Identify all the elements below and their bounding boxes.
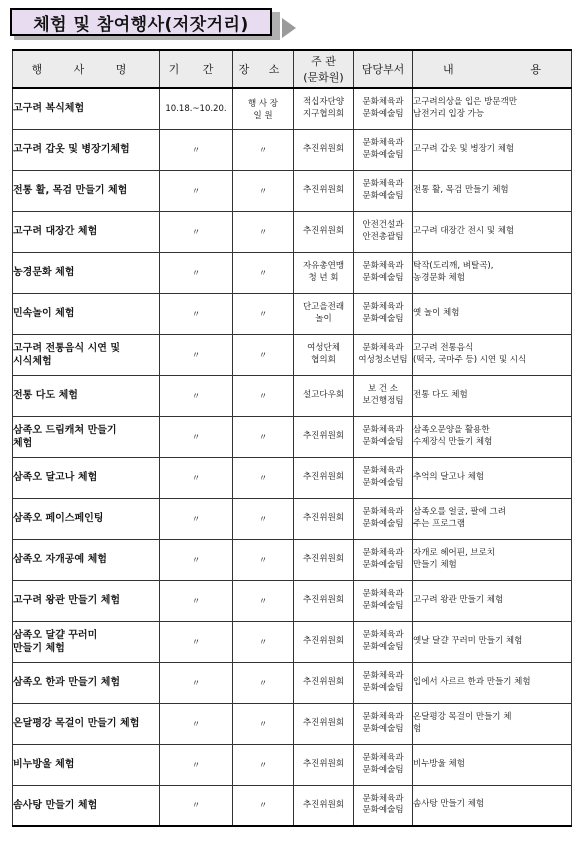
event-host: 여성단체 협의회 [294,334,354,375]
header-desc-left: 내 [443,63,454,76]
event-name: 전통 활, 목검 만들기 체험 [13,170,160,211]
event-desc: 자개로 헤어핀, 브로치 만들기 체험 [413,539,572,580]
event-place: 〃 [233,539,294,580]
event-host: 설고다우회 [294,375,354,416]
table-row [13,334,572,375]
event-desc: 고구려 전통음식 (떡국, 국마주 등) 시연 및 시식 [413,334,572,375]
event-host: 추진위원회 [294,498,354,539]
event-dept: 문화체육과 문화예술팀 [354,539,413,580]
event-desc: 고구려 대장간 전시 및 체험 [413,211,572,252]
event-period: 〃 [160,457,233,498]
header-host [294,50,354,88]
table-row [13,170,572,211]
header-desc [413,50,572,88]
table-row [13,662,572,703]
event-dept: 안전건설과 안전총괄팀 [354,211,413,252]
event-dept: 보 건 소 보건행정팀 [354,375,413,416]
event-place: 〃 [233,211,294,252]
event-dept: 문화체육과 문화예술팀 [354,621,413,662]
event-host: 추진위원회 [294,785,354,826]
event-place: 〃 [233,621,294,662]
event-host: 추진위원회 [294,211,354,252]
event-desc: 삼족오문양을 활용한 수제장식 만들기 체험 [413,416,572,457]
event-place: 〃 [233,252,294,293]
event-desc: 추억의 달고나 체험 [413,457,572,498]
event-name: 온달평강 목걸이 만들기 체험 [13,703,160,744]
event-dept: 문화체육과 문화예술팀 [354,252,413,293]
event-host: 추진위원회 [294,539,354,580]
event-name: 전통 다도 체험 [13,375,160,416]
event-dept: 문화체육과 문화예술팀 [354,662,413,703]
event-name: 삼족오 달고나 체험 [13,457,160,498]
header-period [160,50,233,88]
event-name: 고구려 복식체험 [13,88,160,129]
events-table [12,49,572,827]
event-period: 〃 [160,129,233,170]
event-name: 삼족오 드림캐쳐 만들기 체험 [13,416,160,457]
event-dept: 문화체육과 여성청소년팀 [354,334,413,375]
event-host: 추진위원회 [294,703,354,744]
table-row [13,211,572,252]
event-dept: 문화체육과 문화예술팀 [354,416,413,457]
event-name: 비누방울 체험 [13,744,160,785]
event-place: 〃 [233,416,294,457]
page-title-banner [10,8,300,44]
table-row [13,416,572,457]
event-period: 〃 [160,621,233,662]
event-name: 삼족오 자개공예 체험 [13,539,160,580]
event-place: 〃 [233,785,294,826]
event-host: 추진위원회 [294,662,354,703]
event-host: 추진위원회 [294,457,354,498]
header-dept [354,50,413,88]
event-place: 〃 [233,293,294,334]
event-dept: 문화체육과 문화예술팀 [354,580,413,621]
event-place: 〃 [233,580,294,621]
event-dept: 문화체육과 문화예술팀 [354,498,413,539]
event-desc: 비누방울 체험 [413,744,572,785]
event-period: 〃 [160,170,233,211]
header-host-label: 주 관 (문화원) [303,55,344,84]
table-row [13,785,572,826]
event-host: 추진위원회 [294,744,354,785]
event-desc: 전통 다도 체험 [413,375,572,416]
event-period: 〃 [160,211,233,252]
event-period: 〃 [160,703,233,744]
event-host: 추진위원회 [294,129,354,170]
event-period: 〃 [160,662,233,703]
event-dept: 문화체육과 문화예술팀 [354,785,413,826]
event-name: 삼족오 페이스페인팅 [13,498,160,539]
event-place: 〃 [233,457,294,498]
event-desc: 입에서 사르르 한과 만들기 체험 [413,662,572,703]
event-desc: 솜사탕 만들기 체험 [413,785,572,826]
event-name: 삼족오 한과 만들기 체험 [13,662,160,703]
event-place: 〃 [233,498,294,539]
event-desc: 온달평강 목걸이 만들기 체 험 [413,703,572,744]
event-host: 적십자단양 지구협의회 [294,88,354,129]
event-place: 〃 [233,703,294,744]
event-place: 〃 [233,744,294,785]
header-desc-right: 용 [530,63,541,76]
header-name-label: 행 사 명 [31,63,141,76]
event-dept: 문화체육과 문화예술팀 [354,129,413,170]
event-period: 〃 [160,334,233,375]
event-period: 〃 [160,293,233,334]
table-row [13,539,572,580]
event-place: 〃 [233,662,294,703]
event-period: 〃 [160,375,233,416]
event-dept: 문화체육과 문화예술팀 [354,88,413,129]
event-host: 추진위원회 [294,416,354,457]
table-row [13,252,572,293]
event-period: 〃 [160,252,233,293]
table-row [13,375,572,416]
header-period-label: 기 간 [168,63,224,76]
table-header-row [13,50,572,88]
event-name: 솜사탕 만들기 체험 [13,785,160,826]
event-period: 〃 [160,539,233,580]
event-period: 〃 [160,580,233,621]
event-name: 고구려 전통음식 시연 및 시식체험 [13,334,160,375]
table-row [13,703,572,744]
header-dept-label: 담당부서 [361,63,405,76]
event-place: 행 사 장 일 원 [233,88,294,129]
table-row [13,621,572,662]
event-name: 농경문화 체험 [13,252,160,293]
table-row [13,498,572,539]
event-period: 〃 [160,785,233,826]
event-place: 〃 [233,334,294,375]
table-row [13,88,572,129]
event-desc: 전통 활, 목검 만들기 체험 [413,170,572,211]
event-dept: 문화체육과 문화예술팀 [354,170,413,211]
event-desc: 옛 놀이 체험 [413,293,572,334]
page-title: 체험 및 참여행사(저잣거리) [10,8,272,36]
event-dept: 문화체육과 문화예술팀 [354,457,413,498]
event-host: 자유총연맹 청 년 회 [294,252,354,293]
event-place: 〃 [233,170,294,211]
event-desc: 고구려의상을 입은 방문객만 남전거리 입장 가능 [413,88,572,129]
event-name: 민속놀이 체험 [13,293,160,334]
event-period: 10.18.~10.20. [160,88,233,129]
table-row [13,744,572,785]
event-place: 〃 [233,129,294,170]
event-name: 고구려 대장간 체험 [13,211,160,252]
header-place-label: 장 소 [238,63,288,76]
event-place: 〃 [233,375,294,416]
table-row [13,293,572,334]
event-host: 추진위원회 [294,621,354,662]
header-place [233,50,294,88]
event-dept: 문화체육과 문화예술팀 [354,744,413,785]
table-row [13,580,572,621]
event-host: 단고을전래 놀이 [294,293,354,334]
header-name [13,50,160,88]
event-desc: 삼족오를 얼굴, 팔에 그려 주는 프로그램 [413,498,572,539]
event-dept: 문화체육과 문화예술팀 [354,703,413,744]
event-period: 〃 [160,498,233,539]
event-host: 추진위원회 [294,580,354,621]
table-row [13,129,572,170]
event-period: 〃 [160,744,233,785]
event-host: 추진위원회 [294,170,354,211]
event-name: 고구려 왕관 만들기 체험 [13,580,160,621]
arrow-right-icon [282,18,296,38]
event-desc: 고구려 갑옷 및 병장기 체험 [413,129,572,170]
event-dept: 문화체육과 문화예술팀 [354,293,413,334]
event-desc: 고구려 왕관 만들기 체험 [413,580,572,621]
event-period: 〃 [160,416,233,457]
event-desc: 옛날 달걀 꾸러미 만들기 체험 [413,621,572,662]
event-desc: 탁작(도리깨, 벼탈곡), 농경문화 체험 [413,252,572,293]
event-name: 삼족오 달걀 꾸러미 만들기 체험 [13,621,160,662]
event-name: 고구려 갑옷 및 병장기체험 [13,129,160,170]
table-row [13,457,572,498]
